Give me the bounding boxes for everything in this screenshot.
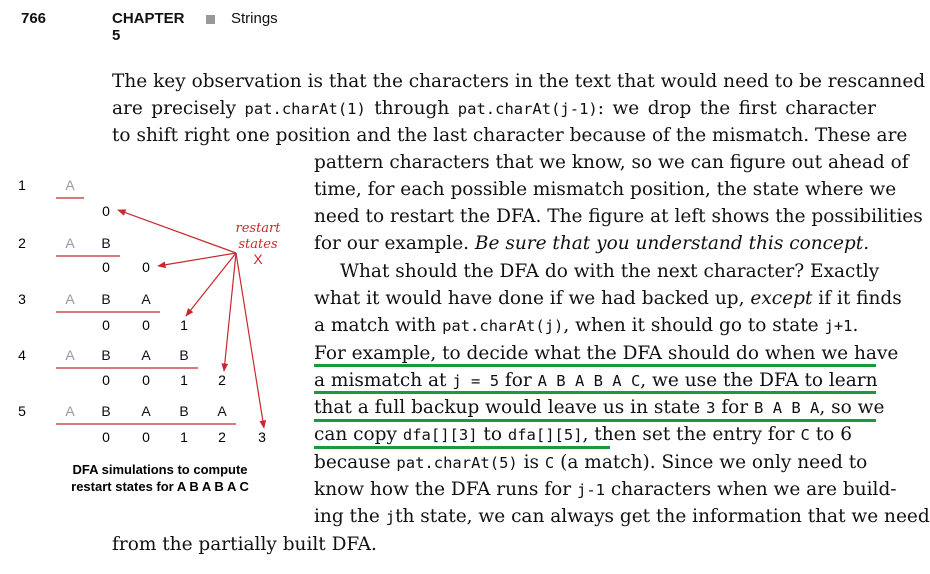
pattern-char: A — [65, 177, 75, 193]
x-mark: X — [253, 251, 263, 267]
text-line-highlighted: a mismatch at j = 5 for A B A B A C, we use the DFA to learn — [314, 370, 878, 391]
text-line: because pat.charAt(5) is C (a match). Since we only need to — [314, 452, 868, 473]
chapter-title: Strings — [231, 10, 278, 27]
state-value: 1 — [180, 429, 188, 445]
text-line: pattern characters that we know, so we can figure out ahead of — [314, 152, 909, 173]
text-line-highlighted: For example, to decide what the DFA should do when we have — [314, 343, 899, 364]
text-line-highlighted: that a full backup would leave us in state 3 for B A B A, so we — [314, 397, 885, 418]
restart-arrow — [158, 253, 236, 266]
pattern-char: B — [101, 347, 111, 363]
state-value: 0 — [102, 203, 110, 219]
highlight-underline — [314, 364, 876, 367]
pattern-char: A — [141, 347, 151, 363]
text-line: what it would have done if we had backed up, except if it finds — [314, 288, 902, 309]
restart-arrow — [186, 253, 236, 316]
pattern-char: B — [101, 403, 111, 419]
text-line: are precisely pat.charAt(1) through pat.charAt(j-1): we drop the first character — [112, 98, 876, 119]
state-value: 2 — [218, 372, 226, 388]
state-value: 0 — [142, 317, 150, 333]
text-line: know how the DFA runs for j-1 characters when we are build- — [314, 479, 897, 500]
text-line: time, for each possible mismatch position, the state where we — [314, 179, 897, 200]
pattern-char: A — [141, 291, 151, 307]
state-value: 0 — [102, 429, 110, 445]
restart-arrow — [236, 253, 264, 428]
highlight-underline — [314, 391, 876, 394]
state-value: 0 — [142, 372, 150, 388]
text-line: need to restart the DFA. The figure at left shows the possibilities — [314, 206, 923, 227]
header-separator — [206, 15, 215, 24]
figure-caption-line-2: restart states for A B A B A C — [71, 479, 249, 494]
pattern-char: A — [217, 403, 227, 419]
state-value: 0 — [102, 372, 110, 388]
state-value: 0 — [142, 259, 150, 275]
state-value: 1 — [180, 372, 188, 388]
highlight-underline — [314, 446, 610, 449]
state-value: 1 — [180, 317, 188, 333]
restart-states-label-2: states — [238, 237, 278, 252]
figure-diagram — [0, 170, 300, 530]
text-line-highlighted: can copy dfa[][3] to dfa[][5], then set the entry for C to 6 — [314, 424, 852, 445]
state-value: 0 — [102, 259, 110, 275]
restart-arrow — [118, 210, 236, 253]
pattern-char: A — [141, 403, 151, 419]
pattern-char: A — [65, 235, 75, 251]
text-line: from the partially built DFA. — [112, 534, 377, 555]
state-value: 3 — [258, 429, 266, 445]
pattern-char: A — [65, 403, 75, 419]
page-number: 766 — [21, 10, 47, 27]
state-value: 0 — [142, 429, 150, 445]
chapter-label: CHAPTER 5 — [112, 10, 185, 44]
row-number: 5 — [18, 403, 26, 419]
text-line: to shift right one position and the last character because of the mismatch. These are — [112, 125, 908, 146]
text-line: What should the DFA do with the next character? Exactly — [340, 261, 880, 282]
pattern-char: A — [65, 291, 75, 307]
row-number: 1 — [18, 177, 26, 193]
row-number: 2 — [18, 235, 26, 251]
text-line: a match with pat.charAt(j), when it should go to state j+1. — [314, 315, 859, 336]
row-number: 3 — [18, 291, 26, 307]
text-line: ing the jth state, we can always get the information that we need — [314, 506, 930, 527]
pattern-char: B — [101, 291, 111, 307]
pattern-char: B — [179, 403, 189, 419]
pattern-char: A — [65, 347, 75, 363]
pattern-char: B — [101, 235, 111, 251]
row-number: 4 — [18, 347, 26, 363]
dfa-restart-figure — [0, 170, 300, 530]
state-value: 2 — [218, 429, 226, 445]
pattern-char: B — [179, 347, 189, 363]
figure-caption-line-1: DFA simulations to compute — [72, 462, 248, 477]
text-line: for our example. Be sure that you understand this concept. — [314, 233, 870, 254]
text-line: The key observation is that the characters in the text that would need to be rescanned — [112, 71, 926, 92]
state-value: 0 — [102, 317, 110, 333]
restart-arrow — [224, 253, 236, 371]
restart-states-label-1: restart — [235, 221, 281, 236]
highlight-underline — [314, 419, 876, 422]
